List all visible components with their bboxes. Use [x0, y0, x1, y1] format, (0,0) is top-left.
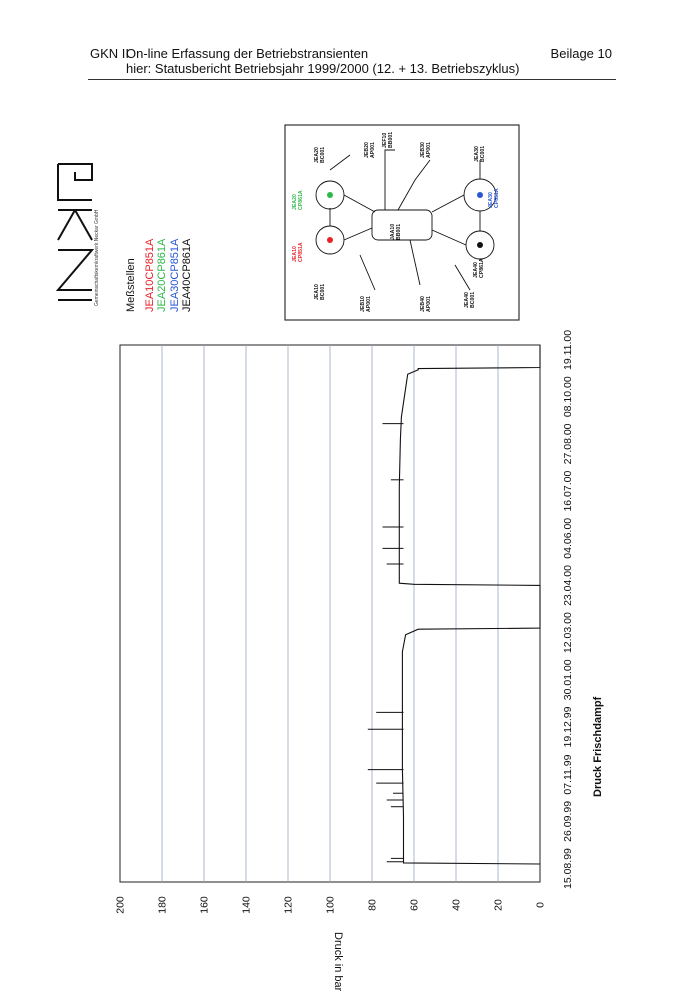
chart-title: Druck Frischdampf: [592, 696, 604, 797]
y-tick-label: 60: [408, 899, 421, 911]
x-tick-label: 19.12.99: [562, 706, 574, 748]
y-tick-label: 160: [198, 896, 211, 914]
y-tick-label: 80: [366, 899, 379, 911]
y-tick-label: 200: [114, 896, 127, 914]
series-line: [399, 345, 540, 864]
sensor-jea10-dot: [327, 237, 333, 243]
legend-item-jea10: JEA10CP851A: [143, 238, 156, 312]
x-tick-label: 19.11.00: [562, 329, 574, 370]
label-cp20: JEA20CP861A: [292, 190, 304, 210]
label-jeb40-ap001: JEB40AP001: [420, 296, 432, 312]
x-tick-label: 27.08.00: [562, 423, 574, 465]
x-tick-label: 12.03.00: [562, 612, 574, 654]
y-tick-label: 0: [534, 902, 547, 908]
header-title-line2: hier: Statusbericht Betriebsjahr 1999/2000 (12. + 13. Betriebszyklus): [126, 61, 520, 76]
x-tick-label: 07.11.99: [562, 754, 574, 795]
label-jeb30-ap001: JEB30AP001: [420, 142, 432, 158]
x-tick-label: 15.08.99: [562, 848, 574, 889]
sensor-jea40-dot: [477, 242, 483, 248]
x-tick-label: 08.10.00: [562, 376, 574, 418]
logo-subtitle: Gemeinschaftskernkraftwerk Neckar GmbH: [94, 209, 100, 306]
label-jeb20-ap001: JEB20AP001: [364, 142, 376, 158]
measurement-diagram: [285, 125, 519, 320]
x-tick-label: 16.07.00: [562, 470, 574, 512]
label-cp40: JEA40CP861A: [473, 258, 485, 278]
header-org: GKN II: [90, 46, 130, 61]
sensor-jea20-dot: [327, 192, 333, 198]
y-tick-label: 20: [492, 899, 505, 911]
pressure-chart: [115, 330, 575, 914]
legend-item-jea40: JEA40CP861A: [181, 238, 193, 312]
x-tick-label: 30.01.00: [562, 659, 574, 701]
header-attachment: Beilage 10: [550, 46, 612, 61]
y-axis-title: Druck in bar: [332, 932, 344, 991]
header-title-line1: On-line Erfassung der Betriebstransienten: [126, 46, 369, 61]
legend-item-jea30: JEA30CP851A: [168, 238, 181, 312]
label-jea30-bc001: JEA30BC001: [474, 145, 486, 162]
sensor-jea30-dot: [477, 192, 483, 198]
y-tick-label: 100: [324, 896, 337, 914]
y-tick-label: 120: [282, 896, 295, 914]
label-jea40-bc001: JEA40BC001: [464, 291, 476, 308]
label-cp30: JEA30CP851A: [488, 188, 500, 208]
label-cp10: JEA10CP851A: [292, 242, 304, 262]
legend-title: Meßstellen: [125, 258, 137, 312]
legend-item-jea20: JEA20CP861A: [156, 238, 168, 312]
x-tick-label: 04.06.00: [562, 517, 574, 559]
label-jeb10-ap001: JEB10AP001: [360, 296, 372, 312]
label-jaa10-bb001: JAA10BB001: [390, 223, 402, 240]
x-tick-label: 23.04.00: [562, 565, 574, 606]
label-jef10-bb001: JEF10BB001: [382, 131, 394, 148]
y-tick-label: 180: [156, 896, 169, 914]
y-tick-label: 40: [450, 899, 463, 911]
label-jea10-bc001: JEA10BC001: [314, 283, 326, 300]
y-tick-label: 140: [240, 896, 253, 914]
label-jea20-bc001: JEA20BC001: [314, 146, 326, 163]
x-tick-label: 26.09.99: [562, 800, 574, 842]
